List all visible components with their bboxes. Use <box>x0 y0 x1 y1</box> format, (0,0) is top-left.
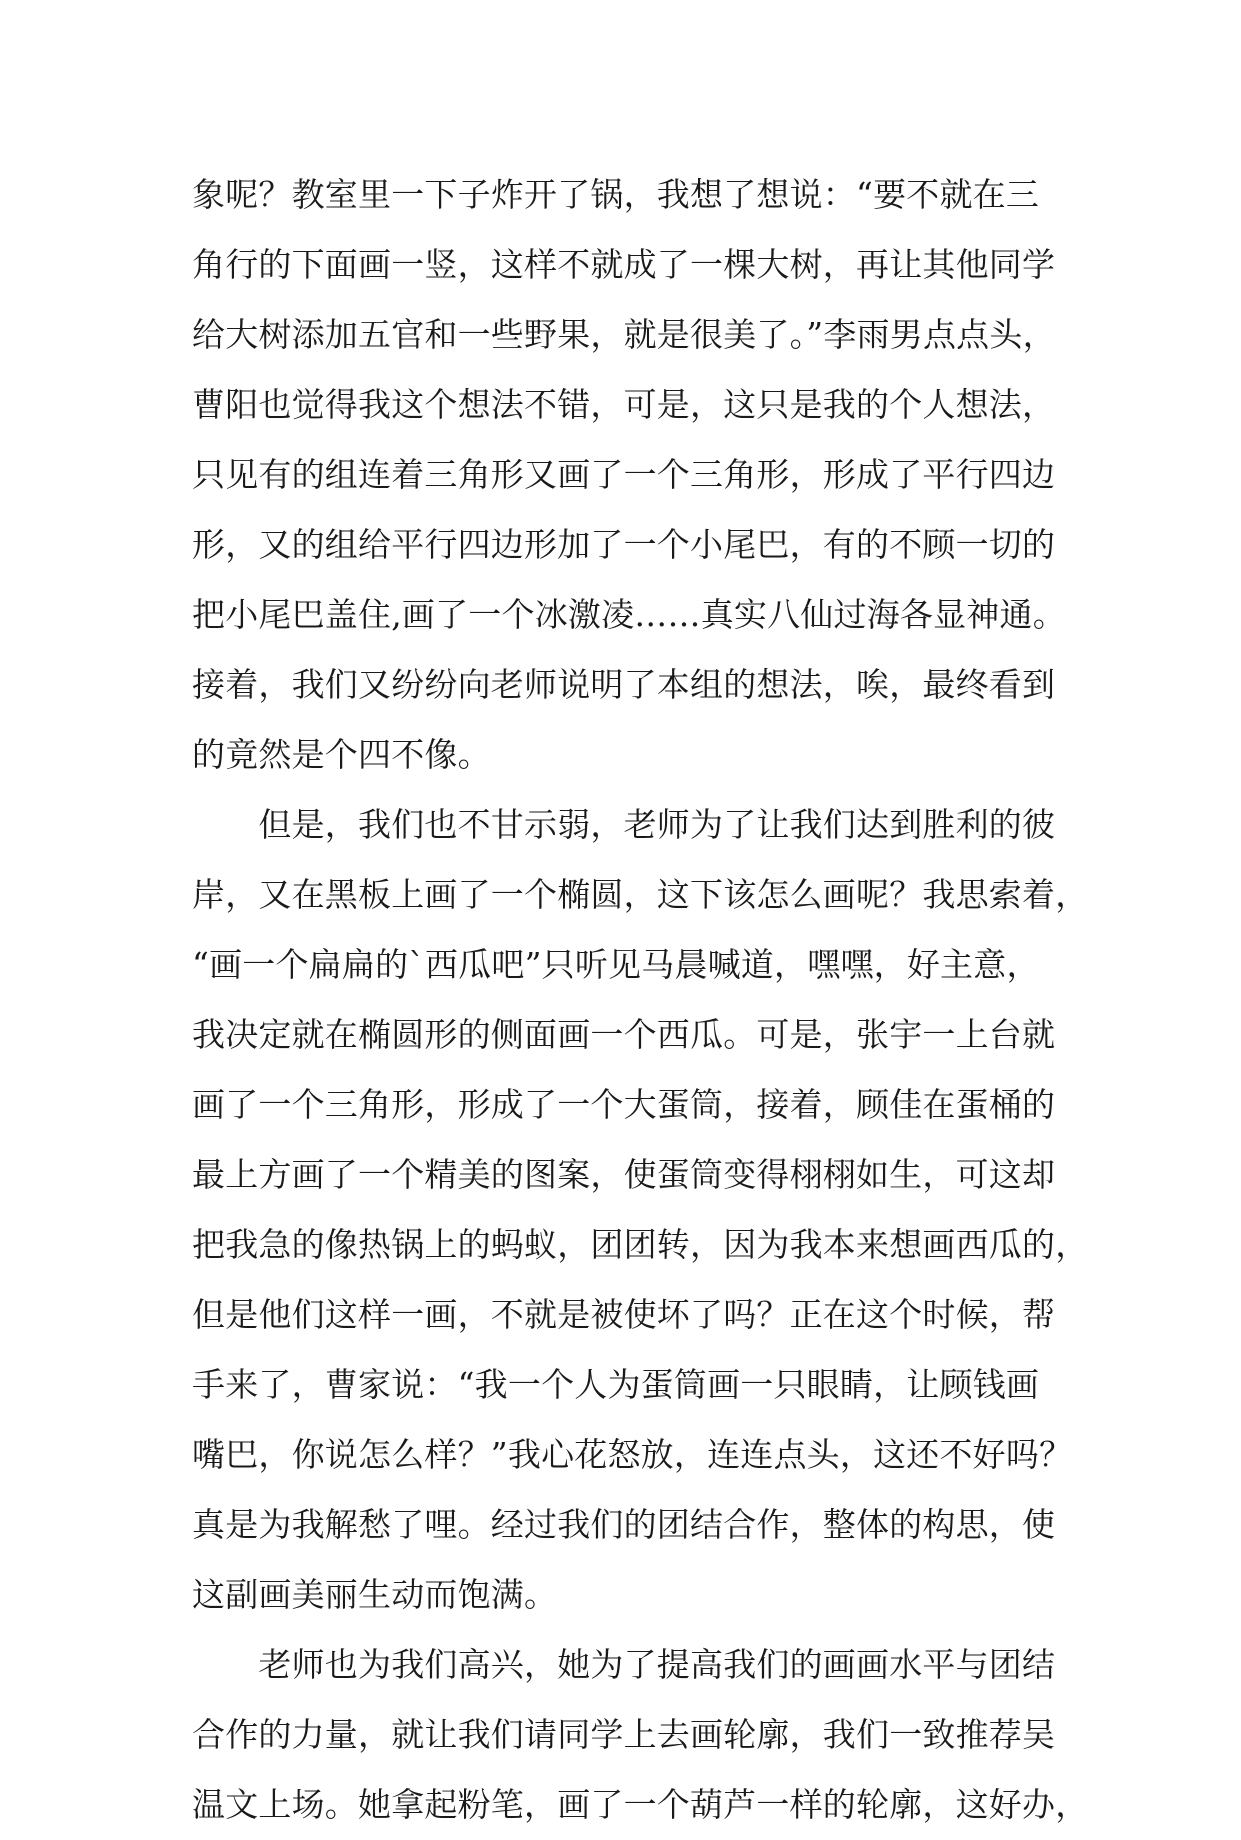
document-page <box>192 160 1089 1840</box>
text-line: 接着，我们又纷纷向老师说明了本组的想法，唉，最终看到 <box>192 665 1056 704</box>
text-line: 温文上场。她拿起粉笔，画了一个葫芦一样的轮廓，这好办， <box>192 1785 1089 1824</box>
text-line: 老师也为我们高兴，她为了提高我们的画画水平与团结 <box>192 1645 1056 1684</box>
text-line: 把我急的像热锅上的蚂蚁，团团转，因为我本来想画西瓜的， <box>192 1225 1089 1264</box>
text-line: “画一个扁扁的`西瓜吧”只听见马晨喊道，嘿嘿，好主意， <box>192 945 1040 984</box>
text-line: 的竟然是个四不像。 <box>192 735 491 774</box>
text-line: 曹阳也觉得我这个想法不错，可是，这只是我的个人想法， <box>192 385 1056 424</box>
text-line: 合作的力量，就让我们请同学上去画轮廓，我们一致推荐吴 <box>192 1715 1056 1754</box>
text-line: 只见有的组连着三角形又画了一个三角形，形成了平行四边 <box>192 455 1056 494</box>
text-line: 画了一个三角形，形成了一个大蛋筒，接着，顾佳在蛋桶的 <box>192 1085 1056 1124</box>
text-line: 角行的下面画一竖，这样不就成了一棵大树，再让其他同学 <box>192 245 1056 284</box>
text-line: 嘴巴，你说怎么样？”我心花怒放，连连点头，这还不好吗？ <box>192 1435 1073 1474</box>
text-line: 但是他们这样一画，不就是被使坏了吗？正在这个时候，帮 <box>192 1295 1056 1334</box>
text-line: 最上方画了一个精美的图案，使蛋筒变得栩栩如生，可这却 <box>192 1155 1056 1194</box>
text-line: 岸，又在黑板上画了一个椭圆，这下该怎么画呢？我思索着， <box>192 875 1089 914</box>
text-line: 这副画美丽生动而饱满。 <box>192 1575 558 1614</box>
text-line: 给大树添加五官和一些野果，就是很美了。”李雨男点点头， <box>192 315 1056 354</box>
text-line: 形，又的组给平行四边形加了一个小尾巴，有的不顾一切的 <box>192 525 1056 564</box>
text-line: 真是为我解愁了哩。经过我们的团结合作，整体的构思，使 <box>192 1505 1056 1544</box>
text-line: 把小尾巴盖住,画了一个冰激凌……真实八仙过海各显神通。 <box>192 595 1066 634</box>
text-line: 但是，我们也不甘示弱，老师为了让我们达到胜利的彼 <box>192 805 1056 844</box>
text-line: 手来了，曹家说：“我一个人为蛋筒画一只眼睛，让顾钱画 <box>192 1365 1040 1404</box>
text-line: 我决定就在椭圆形的侧面画一个西瓜。可是，张宇一上台就 <box>192 1015 1056 1054</box>
text-line: 象呢？教室里一下子炸开了锅，我想了想说：“要不就在三 <box>192 175 1040 214</box>
